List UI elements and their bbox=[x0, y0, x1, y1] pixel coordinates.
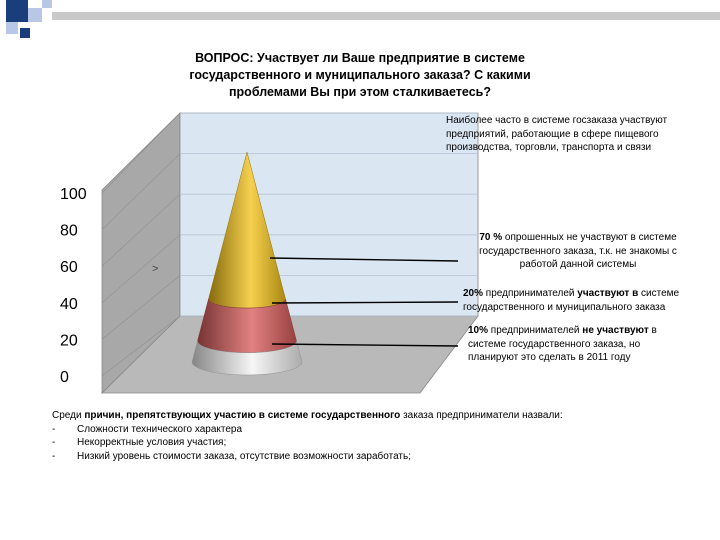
reason-text: Низкий уровень стоимости заказа, отсутствие возможности заработать; bbox=[77, 450, 411, 462]
note-10-bold2: не участвуют bbox=[582, 325, 649, 336]
y-tick-label: 20 bbox=[60, 332, 78, 350]
reasons-intro-bold: причин, препятствующих участию в системе государственного bbox=[84, 410, 401, 421]
note-70-text: опрошенных не участвуют в системе государственного заказа, т.к. не знакомы с работой данной системы bbox=[479, 232, 677, 270]
title-line-2: государственного и муниципального заказа? С какими bbox=[189, 68, 531, 82]
reason-bullet: - bbox=[52, 423, 56, 435]
note-20-bold: 20% bbox=[463, 288, 484, 299]
note-20-bold2: участвуют в bbox=[577, 288, 639, 299]
reasons-intro bbox=[52, 409, 692, 423]
reason-item bbox=[52, 450, 692, 464]
note-70 bbox=[463, 231, 693, 272]
axis-marker: > bbox=[152, 263, 159, 275]
title-line-1: ВОПРОС: Участвует ли Ваше предприятие в системе bbox=[195, 51, 525, 65]
note-20-mid: предпринимателей bbox=[483, 288, 578, 299]
reasons-intro-pre: Среди bbox=[52, 410, 85, 421]
note-10-bold: 10% bbox=[468, 325, 489, 336]
reason-text: Некорректные условия участия; bbox=[77, 437, 227, 448]
y-tick-label: 60 bbox=[60, 259, 78, 277]
note-20 bbox=[463, 287, 708, 314]
note-20-text: системе государственного и муниципального заказа bbox=[463, 288, 680, 313]
note-10-text: в системе государственного заказа, но планируют это сделать в 2011 году bbox=[468, 325, 657, 363]
reason-item bbox=[52, 423, 692, 437]
reason-bullet: - bbox=[52, 437, 56, 448]
reasons-intro-post: заказа предприниматели назвали: bbox=[400, 410, 563, 421]
y-tick-label: 40 bbox=[60, 295, 78, 313]
reason-text: Сложности технического характера bbox=[77, 423, 243, 435]
y-tick-label: 80 bbox=[60, 222, 78, 240]
reason-item bbox=[52, 436, 692, 450]
reasons-block bbox=[52, 409, 692, 463]
reason-bullet: - bbox=[52, 450, 56, 462]
note-10 bbox=[468, 324, 683, 365]
note-70-bold: 70 % bbox=[479, 232, 503, 243]
title-line-3: проблемами Вы при этом сталкиваетесь? bbox=[229, 85, 491, 99]
y-tick-label: 100 bbox=[60, 186, 87, 203]
y-tick-label: 0 bbox=[60, 369, 69, 386]
note-10-mid: предпринимателей bbox=[488, 325, 583, 336]
note-industries: Наиболее часто в системе госзаказа участвуют предприятий, работающие в сфере пищевого производства, торговли, транспорта и связи bbox=[446, 115, 668, 153]
